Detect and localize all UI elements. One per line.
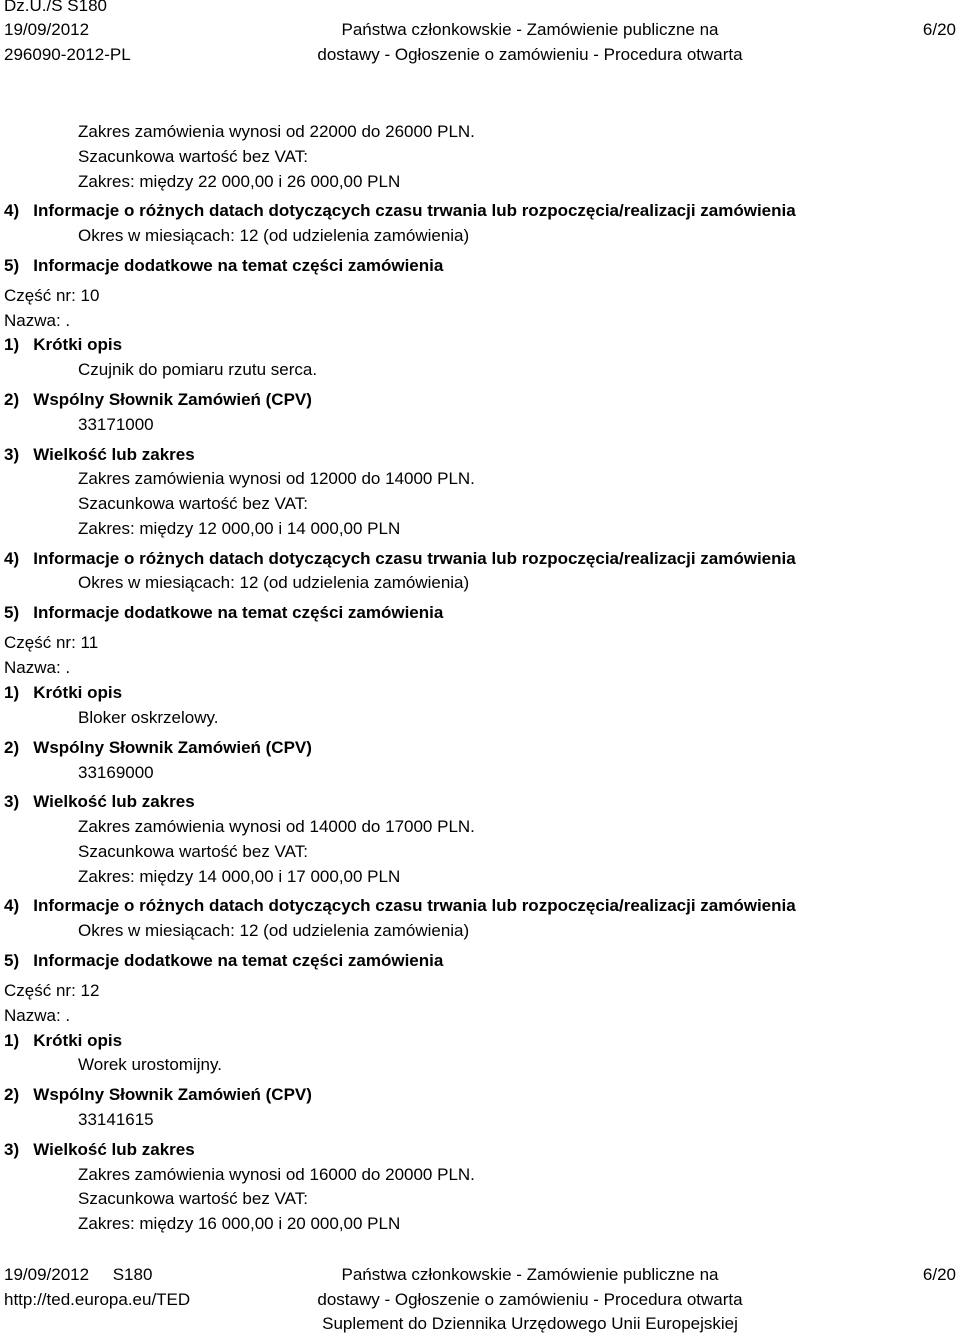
part-name: Nazwa: .	[4, 311, 71, 330]
header-title-line1: Państwa członkowskie - Zamówienie publiczne na	[341, 20, 719, 39]
header-date: 19/09/2012	[4, 20, 90, 39]
part-number: Część nr: 11	[4, 633, 99, 652]
additional-info-heading: 5) Informacje dodatkowe na temat części zamówienia	[4, 603, 444, 622]
part-number: Część nr: 12	[4, 981, 100, 1000]
estimate-label: Szacunkowa wartość bez VAT:	[78, 1189, 308, 1208]
cpv-heading: 2) Wspólny Słownik Zamówień (CPV)	[4, 738, 312, 757]
cpv-heading: 2) Wspólny Słownik Zamówień (CPV)	[4, 1085, 312, 1104]
estimate-value: Zakres: między 12 000,00 i 14 000,00 PLN	[78, 519, 401, 538]
duration-text: Okres w miesiącach: 12 (od udzielenia zamówienia)	[78, 921, 470, 940]
additional-info-heading: 5) Informacje dodatkowe na temat części zamówienia	[4, 256, 444, 275]
cpv-code: 33141615	[78, 1110, 154, 1129]
cpv-heading: 2) Wspólny Słownik Zamówień (CPV)	[4, 390, 312, 409]
short-description: Bloker oskrzelowy.	[78, 708, 219, 727]
size-heading: 3) Wielkość lub zakres	[4, 1140, 195, 1159]
footer-title-line1: Państwa członkowskie - Zamówienie publiczne na	[341, 1265, 719, 1284]
part-number: Część nr: 10	[4, 286, 100, 305]
short-description-heading: 1) Krótki opis	[4, 683, 123, 702]
size-heading: 3) Wielkość lub zakres	[4, 445, 195, 464]
estimate-value: Zakres: między 22 000,00 i 26 000,00 PLN	[78, 172, 401, 191]
range-text: Zakres zamówienia wynosi od 14000 do 17000 PLN.	[78, 817, 475, 836]
header-page-number: 6/20	[922, 20, 956, 39]
range-text: Zakres zamówienia wynosi od 12000 do 14000 PLN.	[78, 469, 475, 488]
size-heading: 3) Wielkość lub zakres	[4, 792, 195, 811]
footer-title-line3: Suplement do Dziennika Urzędowego Unii Europejskiej	[322, 1314, 738, 1333]
footer-date-code: 19/09/2012 S180	[4, 1265, 153, 1284]
short-description-heading: 1) Krótki opis	[4, 1031, 123, 1050]
additional-info-heading: 5) Informacje dodatkowe na temat części zamówienia	[4, 951, 444, 970]
duration-text: Okres w miesiącach: 12 (od udzielenia zamówienia)	[78, 226, 470, 245]
duration-text: Okres w miesiącach: 12 (od udzielenia zamówienia)	[78, 573, 470, 592]
short-description-heading: 1) Krótki opis	[4, 335, 123, 354]
dates-heading: 4) Informacje o różnych datach dotyczących czasu trwania lub rozpoczęcia/realizacji zamówienia	[4, 896, 796, 915]
estimate-label: Szacunkowa wartość bez VAT:	[78, 842, 308, 861]
short-description: Worek urostomijny.	[78, 1055, 222, 1074]
cpv-code: 33169000	[78, 763, 154, 782]
estimate-value: Zakres: między 14 000,00 i 17 000,00 PLN	[78, 867, 401, 886]
footer-title-line2: dostawy - Ogłoszenie o zamówieniu - Procedura otwarta	[317, 1290, 743, 1309]
dates-heading: 4) Informacje o różnych datach dotyczących czasu trwania lub rozpoczęcia/realizacji zamówienia	[4, 549, 796, 568]
footer-page-number: 6/20	[922, 1265, 956, 1284]
footer-ted-link[interactable]: http://ted.europa.eu/TED	[4, 1290, 191, 1309]
journal-ref: Dz.U./S S180	[4, 0, 107, 15]
short-description: Czujnik do pomiaru rzutu serca.	[78, 360, 318, 379]
cpv-code: 33171000	[78, 415, 154, 434]
range-text: Zakres zamówienia wynosi od 22000 do 26000 PLN.	[78, 122, 475, 141]
dates-heading: 4) Informacje o różnych datach dotyczących czasu trwania lub rozpoczęcia/realizacji zamówienia	[4, 201, 796, 220]
part-name: Nazwa: .	[4, 658, 71, 677]
header-title-line2: dostawy - Ogłoszenie o zamówieniu - Procedura otwarta	[317, 45, 743, 64]
estimate-label: Szacunkowa wartość bez VAT:	[78, 147, 308, 166]
range-text: Zakres zamówienia wynosi od 16000 do 20000 PLN.	[78, 1165, 475, 1184]
estimate-label: Szacunkowa wartość bez VAT:	[78, 494, 308, 513]
estimate-value: Zakres: między 16 000,00 i 20 000,00 PLN	[78, 1214, 401, 1233]
header-doc-id: 296090-2012-PL	[4, 45, 131, 64]
part-name: Nazwa: .	[4, 1006, 71, 1025]
